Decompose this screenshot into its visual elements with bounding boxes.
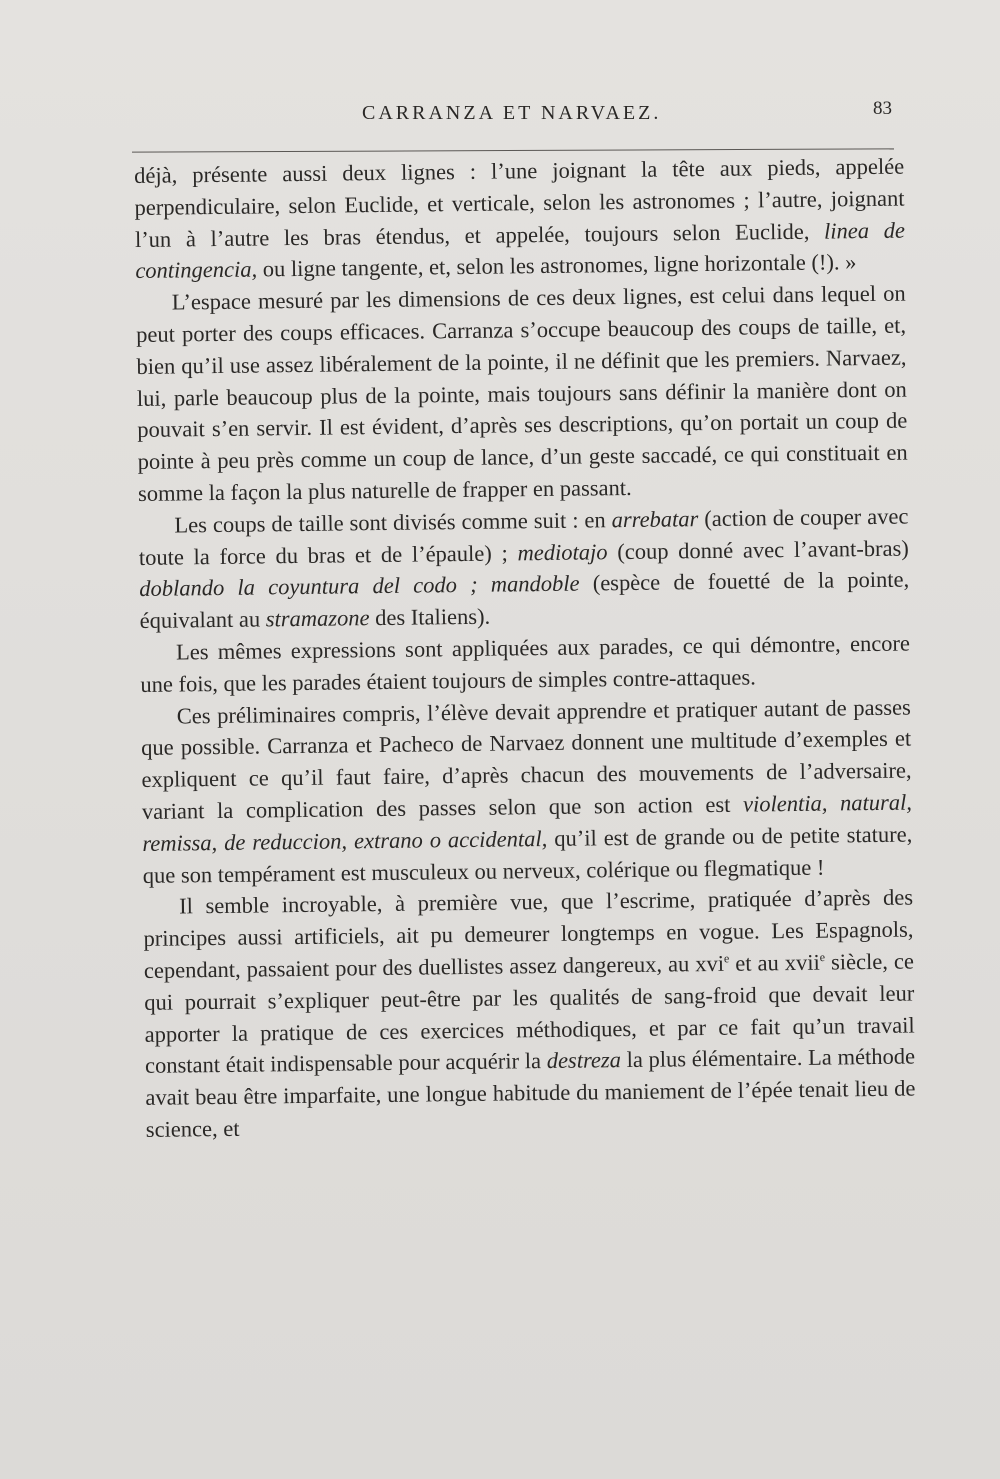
italic-text: linea de contingencia, (135, 217, 906, 284)
paragraph (141, 691, 913, 891)
text-run: et au xvii (729, 949, 820, 976)
italic-text: destreza (546, 1047, 622, 1074)
text-run: Il semble incroyable, à première vue, que l’escrime, pratiquée d’après des principes aussi artificiels, ait pu demeurer longtemps en vogue. Les Espagnols, cependant, passaient pour des duellistes assez dangereux, au xvi (143, 884, 914, 983)
body-text (134, 151, 916, 1146)
paragraph (134, 151, 905, 288)
paragraph (140, 628, 911, 701)
text-run: Ces préliminaires compris, l’élève devait apprendre et pratiquer autant de passes que possible. Carranza et Pacheco de Narvaez donnent une multitude d’exemples et expliquent ce qu’il faut faire, d’après chacun des mouvements de l’adversaire, variant la complication des passes selon que son action est (141, 694, 912, 824)
running-title: CARRANZA ET NARVAEZ. (362, 102, 662, 124)
superscript: e (723, 951, 730, 966)
text-run: (action de couper avec toute la force du bras et de l’épaule) ; (138, 503, 909, 570)
text-run: des Italiens). (369, 603, 491, 631)
paragraph (138, 500, 909, 637)
text-run: Les mêmes expressions sont appliquées aux parades, ce qui démontre, encore une fois, que les parades étaient toujours de simples contre-attaques. (140, 630, 911, 697)
text-run: (espèce de fouetté de la pointe, équivalant au (139, 566, 910, 634)
text-run: la plus élémentaire. La méthode avait beau être imparfaite, une longue habitude du maniement de l’épée tenait lieu de science, et (145, 1043, 916, 1142)
italic-text: doblando la coyuntura del codo ; mandoble (139, 570, 580, 602)
text-run: déjà, présente aussi deux lignes : l’une joignant la tête aux pieds, appelée perpendiculaire, selon Euclide, et verticale, selon les astronomes ; l’autre, joignant l’un à l’autre les bras étendus, et appelée, toujours selon Euclide, (134, 153, 905, 252)
italic-text: violentia, natural, remissa, de reduccion, extrano o accidental, (142, 789, 913, 856)
page-number: 83 (873, 98, 892, 119)
text-run: (coup donné avec l’avant-bras) (607, 535, 909, 564)
superscript: e (819, 950, 826, 965)
paragraph (143, 882, 916, 1146)
italic-text: arrebatar (611, 505, 699, 532)
text-run: siècle, ce qui pourrait s’expliquer peut-être par les qualités de sang-froid que devait leur apporter la pratique de ces exercices méthodiques, et par ce fait qu’un travail constant était indispensable pour acquérir la (144, 948, 915, 1079)
text-run: L’espace mesuré par les dimensions de ces deux lignes, est celui dans lequel on peut porter des coups efficaces. Carranza s’occupe beaucoup des coups de taille, et, bien qu’il use assez libéralement de la pointe, il ne définit que les premiers. Narvaez, lui, parle beaucoup plus de la pointe, mais toujours sans définir la manière dont on pouvait s’en servir. Il est évident, d’après ses descriptions, qu’on portait un coup de pointe à peu près comme un coup de lance, d’un geste saccadé, ce qui constituait en somme la façon la plus naturelle de frapper en passant. (135, 280, 908, 506)
text-run: Les coups de taille sont divisés comme suit : en (174, 506, 612, 538)
paragraph (136, 278, 909, 510)
italic-text: mediotajo (517, 538, 608, 565)
italic-text: stramazone (265, 605, 370, 632)
text-run: ou ligne tangente, et, selon les astronomes, ligne horizontale (!). » (257, 249, 857, 282)
text-run: qu’il est de grande ou de petite stature, que son tempérament est musculeux ou nerveux, colérique ou flegmatique ! (142, 821, 913, 888)
